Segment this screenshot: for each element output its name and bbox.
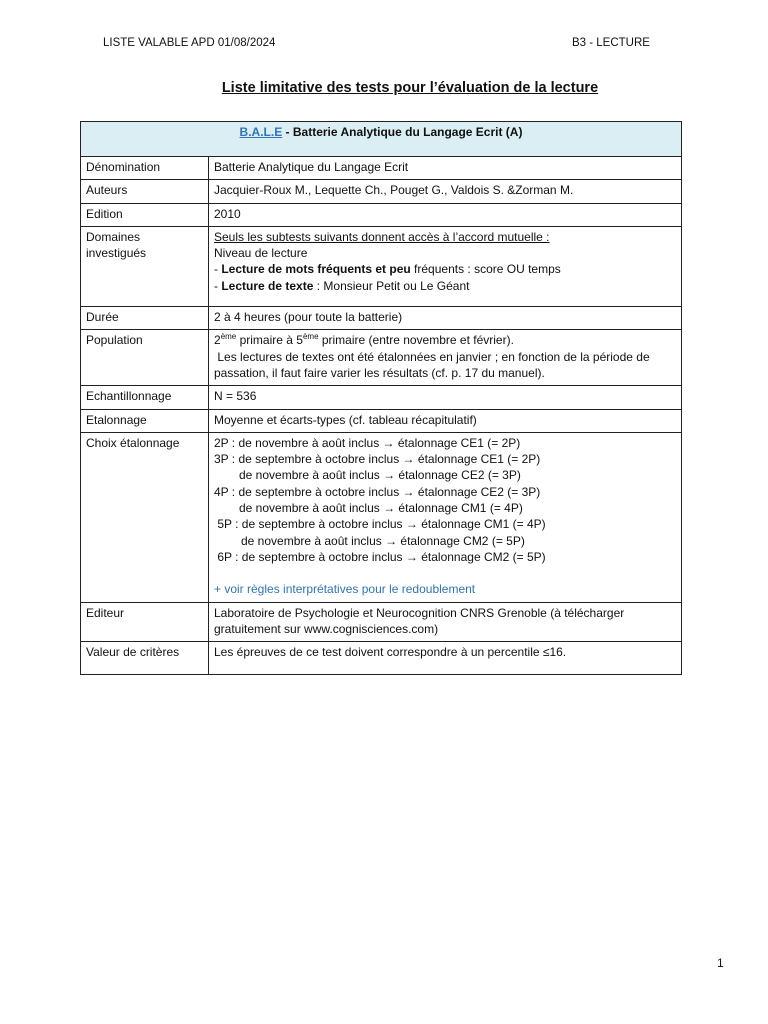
row-label-echantillonnage: Echantillonnage <box>81 386 209 409</box>
row-value-editeur: Laboratoire de Psychologie et Neurocognition CNRS Grenoble (à télécharger gratuitement sur www.cognisciences.com) <box>209 602 682 642</box>
redoublement-note-link[interactable]: + voir règles interprétatives pour le redoublement <box>214 582 476 597</box>
row-value-valeur: Les épreuves de ce test doivent correspondre à un percentile ≤16. <box>209 642 682 675</box>
table-row <box>81 226 682 306</box>
table-row <box>81 386 682 409</box>
row-value-duree: 2 à 4 heures (pour toute la batterie) <box>209 307 682 330</box>
population-line1: 2ème primaire à 5ème primaire (entre novembre et février). <box>214 332 514 348</box>
choix-line: 4P : de septembre à octobre inclus → étalonnage CE2 (= 3P) <box>214 484 541 499</box>
test-full-name: Batterie Analytique du Langage Ecrit (A) <box>292 125 523 139</box>
choix-line: 5P : de septembre à octobre inclus → étalonnage CM1 (= 4P) <box>214 517 546 532</box>
table-row <box>81 642 682 675</box>
table-row <box>81 307 682 330</box>
row-value-edition: 2010 <box>209 203 682 226</box>
row-label-population: Population <box>81 330 209 386</box>
table-row <box>81 602 682 642</box>
domaines-line2: - Lecture de mots fréquents et peu fréquents : score OU temps <box>214 262 561 277</box>
test-separator: - <box>282 125 293 139</box>
table-header-cell <box>81 122 682 157</box>
header-right: B3 - LECTURE <box>572 37 650 49</box>
table-row <box>81 409 682 432</box>
page-number: 1 <box>717 956 724 970</box>
domaines-label-line2: investigués <box>86 246 147 261</box>
row-value-population <box>209 330 682 386</box>
table-row <box>81 157 682 180</box>
choix-line: de novembre à août inclus → étalonnage CE2 (= 3P) <box>239 468 521 483</box>
page-title: Liste limitative des tests pour l’évaluation de la lecture <box>221 80 599 96</box>
row-value-echantillonnage: N = 536 <box>209 386 682 409</box>
table-row <box>81 432 682 602</box>
choix-line: 2P : de novembre à août inclus → étalonnage CE1 (= 2P) <box>214 435 521 450</box>
domaines-line1: Niveau de lecture <box>214 246 308 261</box>
header-left: LISTE VALABLE APD 01/08/2024 <box>103 37 276 49</box>
row-value-choix <box>209 432 682 602</box>
choix-spacer <box>214 565 676 581</box>
row-label-edition: Edition <box>81 203 209 226</box>
choix-line: de novembre à août inclus → étalonnage CM2 (= 5P) <box>241 533 525 548</box>
test-table <box>80 121 682 675</box>
table-header-row <box>81 122 682 157</box>
choix-line: de novembre à août inclus → étalonnage CM1 (= 4P) <box>239 501 523 516</box>
row-value-domaines <box>209 226 682 306</box>
population-line2: Les lectures de textes ont été étalonnées en janvier ; en fonction de la période de passation, il faut faire varier les résultats (cf. p. 17 du manuel). <box>214 349 653 380</box>
row-value-etalonnage: Moyenne et écarts-types (cf. tableau récapitulatif) <box>209 409 682 432</box>
row-label-duree: Durée <box>81 307 209 330</box>
row-label-denomination: Dénomination <box>81 157 209 180</box>
row-label-valeur: Valeur de critères <box>81 642 209 675</box>
row-value-denomination: Batterie Analytique du Langage Ecrit <box>209 157 682 180</box>
domaines-label-line1: Domaines <box>86 229 141 244</box>
row-label-choix: Choix étalonnage <box>81 432 209 602</box>
domaines-line3: - Lecture de texte : Monsieur Petit ou Le Géant <box>214 278 470 293</box>
table-row <box>81 203 682 226</box>
row-label-domaines <box>81 226 209 306</box>
choix-line: 3P : de septembre à octobre inclus → étalonnage CE1 (= 2P) <box>214 452 541 467</box>
test-acronym-link[interactable]: B.A.L.E <box>239 125 283 139</box>
table-row <box>81 180 682 203</box>
row-label-auteurs: Auteurs <box>81 180 209 203</box>
choix-line: 6P : de septembre à octobre inclus → étalonnage CM2 (= 5P) <box>214 549 546 564</box>
row-label-etalonnage: Etalonnage <box>81 409 209 432</box>
row-value-auteurs: Jacquier-Roux M., Lequette Ch., Pouget G., Valdois S. &Zorman M. <box>209 180 682 203</box>
row-label-editeur: Editeur <box>81 602 209 642</box>
table-row <box>81 330 682 386</box>
domaines-intro: Seuls les subtests suivants donnent accès à l’accord mutuelle : <box>214 229 550 244</box>
